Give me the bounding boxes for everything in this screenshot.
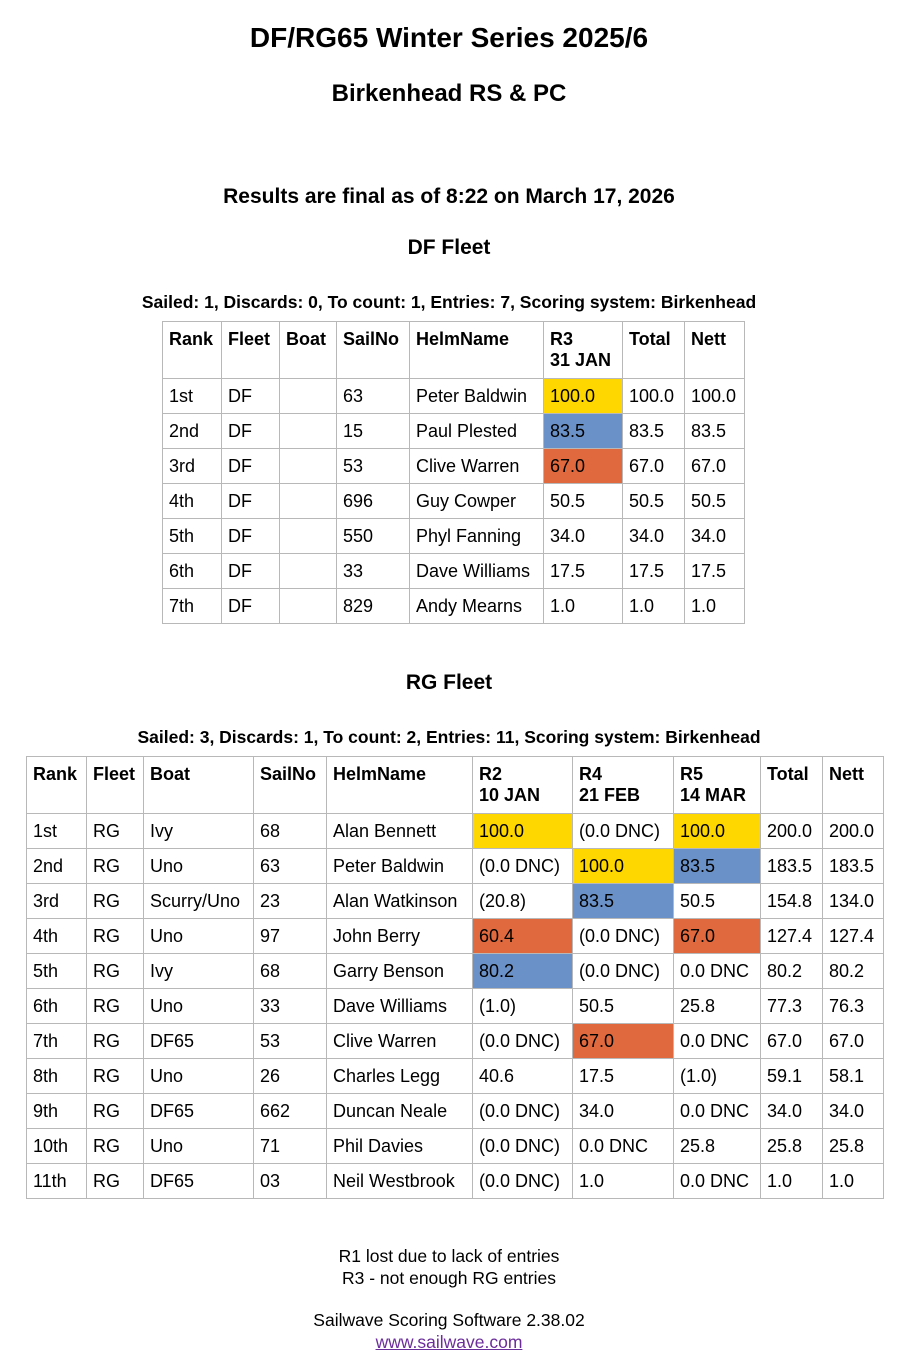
total-cell: 34.0	[761, 1094, 823, 1129]
helm-cell: Garry Benson	[327, 954, 473, 989]
table-row	[163, 449, 745, 484]
total-cell: 25.8	[761, 1129, 823, 1164]
total-cell: 83.5	[623, 414, 685, 449]
boat-cell	[280, 379, 337, 414]
df-results-table	[162, 321, 745, 624]
rank-cell: 11th	[27, 1164, 87, 1199]
sailno-cell: 829	[337, 589, 410, 624]
boat-cell	[280, 449, 337, 484]
total-cell: 80.2	[761, 954, 823, 989]
df-header-race-number: R3	[550, 329, 574, 349]
rank-cell: 9th	[27, 1094, 87, 1129]
total-cell: 50.5	[623, 484, 685, 519]
nett-cell: 1.0	[685, 589, 745, 624]
race-score-cell: 1.0	[573, 1164, 674, 1199]
sailno-cell: 68	[254, 814, 327, 849]
race-score-cell: 100.0	[544, 379, 623, 414]
race-score-cell: 83.5	[573, 884, 674, 919]
nett-cell: 1.0	[823, 1164, 884, 1199]
race-score-cell: 100.0	[674, 814, 761, 849]
sailno-cell: 696	[337, 484, 410, 519]
helm-cell: Alan Bennett	[327, 814, 473, 849]
page-title: DF/RG65 Winter Series 2025/6	[249, 22, 649, 53]
nett-cell: 25.8	[823, 1129, 884, 1164]
race-score-cell: (0.0 DNC)	[473, 1164, 573, 1199]
boat-cell: DF65	[144, 1024, 254, 1059]
race-score-cell: (1.0)	[473, 989, 573, 1024]
nett-cell: 58.1	[823, 1059, 884, 1094]
race-score-cell: (20.8)	[473, 884, 573, 919]
sailno-cell: 15	[337, 414, 410, 449]
table-row	[27, 1024, 884, 1059]
table-row	[27, 1059, 884, 1094]
rank-cell: 3rd	[27, 884, 87, 919]
race-score-cell: 0.0 DNC	[573, 1129, 674, 1164]
table-row	[27, 919, 884, 954]
fleet-cell: RG	[87, 884, 144, 919]
nett-cell: 100.0	[685, 379, 745, 414]
total-cell: 154.8	[761, 884, 823, 919]
table-row	[27, 989, 884, 1024]
df-header-total: Total	[623, 322, 685, 379]
club-name: Birkenhead RS & PC	[331, 80, 567, 107]
fleet-cell: RG	[87, 849, 144, 884]
total-cell: 17.5	[623, 554, 685, 589]
rg-header-r4-date: 21 FEB	[579, 785, 641, 805]
nett-cell: 83.5	[685, 414, 745, 449]
race-score-cell: 67.0	[674, 919, 761, 954]
boat-cell	[280, 554, 337, 589]
df-header-rank: Rank	[163, 322, 222, 379]
sailno-cell: 71	[254, 1129, 327, 1164]
table-row	[27, 884, 884, 919]
footer-credits	[0, 1309, 898, 1353]
note-r3: R3 - not enough RG entries	[341, 1268, 556, 1288]
helm-cell: Andy Mearns	[410, 589, 544, 624]
rank-cell: 7th	[163, 589, 222, 624]
helm-cell: John Berry	[327, 919, 473, 954]
helm-cell: Neil Westbrook	[327, 1164, 473, 1199]
race-score-cell: 80.2	[473, 954, 573, 989]
fleet-cell: DF	[222, 379, 280, 414]
race-score-cell: 67.0	[573, 1024, 674, 1059]
df-header-row	[163, 322, 745, 379]
total-cell: 34.0	[623, 519, 685, 554]
df-header-nett: Nett	[685, 322, 745, 379]
table-row	[27, 814, 884, 849]
total-cell: 77.3	[761, 989, 823, 1024]
df-fleet-title: DF Fleet	[407, 236, 491, 259]
race-score-cell: 100.0	[573, 849, 674, 884]
sailno-cell: 550	[337, 519, 410, 554]
df-summary: Sailed: 1, Discards: 0, To count: 1, Entries: 7, Scoring system: Birkenhead	[141, 292, 757, 312]
helm-cell: Peter Baldwin	[327, 849, 473, 884]
rg-header-nett: Nett	[823, 757, 884, 814]
race-score-cell: 0.0 DNC	[674, 1164, 761, 1199]
rank-cell: 4th	[27, 919, 87, 954]
rank-cell: 6th	[163, 554, 222, 589]
helm-cell: Dave Williams	[410, 554, 544, 589]
rank-cell: 4th	[163, 484, 222, 519]
sailno-cell: 63	[254, 849, 327, 884]
helm-cell: Clive Warren	[327, 1024, 473, 1059]
nett-cell: 134.0	[823, 884, 884, 919]
sailno-cell: 53	[337, 449, 410, 484]
sailno-cell: 53	[254, 1024, 327, 1059]
df-header-sailno: SailNo	[337, 322, 410, 379]
total-cell: 1.0	[623, 589, 685, 624]
sailno-cell: 03	[254, 1164, 327, 1199]
race-score-cell: (0.0 DNC)	[573, 954, 674, 989]
race-score-cell: 25.8	[674, 1129, 761, 1164]
nett-cell: 17.5	[685, 554, 745, 589]
rg-table-body	[27, 814, 884, 1199]
table-row	[27, 1129, 884, 1164]
fleet-cell: DF	[222, 414, 280, 449]
sailno-cell: 26	[254, 1059, 327, 1094]
rg-header-rank: Rank	[27, 757, 87, 814]
table-row	[163, 379, 745, 414]
race-score-cell: 25.8	[674, 989, 761, 1024]
fleet-cell: RG	[87, 954, 144, 989]
total-cell: 100.0	[623, 379, 685, 414]
rank-cell: 7th	[27, 1024, 87, 1059]
helm-cell: Alan Watkinson	[327, 884, 473, 919]
table-row	[27, 954, 884, 989]
race-score-cell: (0.0 DNC)	[473, 1129, 573, 1164]
df-header-helmname: HelmName	[410, 322, 544, 379]
boat-cell: Uno	[144, 919, 254, 954]
fleet-cell: RG	[87, 1094, 144, 1129]
note-r1: R1 lost due to lack of entries	[338, 1246, 560, 1266]
helm-cell: Clive Warren	[410, 449, 544, 484]
rg-header-race-r4	[573, 757, 674, 814]
helm-cell: Phil Davies	[327, 1129, 473, 1164]
rank-cell: 6th	[27, 989, 87, 1024]
race-score-cell: 60.4	[473, 919, 573, 954]
nett-cell: 34.0	[685, 519, 745, 554]
helm-cell: Paul Plested	[410, 414, 544, 449]
rg-header-r5-number: R5	[680, 764, 704, 784]
boat-cell: Uno	[144, 1129, 254, 1164]
fleet-cell: RG	[87, 814, 144, 849]
nett-cell: 200.0	[823, 814, 884, 849]
race-score-cell: 0.0 DNC	[674, 1094, 761, 1129]
rg-header-r5-date: 14 MAR	[680, 785, 747, 805]
boat-cell: Scurry/Uno	[144, 884, 254, 919]
helm-cell: Guy Cowper	[410, 484, 544, 519]
software-version: Sailwave Scoring Software 2.38.02	[313, 1310, 585, 1330]
sailno-cell: 68	[254, 954, 327, 989]
race-score-cell: 83.5	[674, 849, 761, 884]
sailno-cell: 33	[254, 989, 327, 1024]
table-row	[163, 554, 745, 589]
table-row	[163, 519, 745, 554]
df-table-body	[163, 379, 745, 624]
helm-cell: Phyl Fanning	[410, 519, 544, 554]
fleet-cell: RG	[87, 1059, 144, 1094]
table-row	[163, 414, 745, 449]
rg-header-fleet: Fleet	[87, 757, 144, 814]
rank-cell: 3rd	[163, 449, 222, 484]
rg-header-r2-number: R2	[479, 764, 503, 784]
total-cell: 200.0	[761, 814, 823, 849]
df-header-boat: Boat	[280, 322, 337, 379]
sailno-cell: 63	[337, 379, 410, 414]
df-header-race-date: 31 JAN	[550, 350, 612, 370]
rg-header-race-r2	[473, 757, 573, 814]
rg-header-r4-number: R4	[579, 764, 603, 784]
rg-header-total: Total	[761, 757, 823, 814]
helm-cell: Peter Baldwin	[410, 379, 544, 414]
table-row	[163, 484, 745, 519]
total-cell: 59.1	[761, 1059, 823, 1094]
fleet-cell: RG	[87, 919, 144, 954]
race-score-cell: 83.5	[544, 414, 623, 449]
race-score-cell: 34.0	[544, 519, 623, 554]
rank-cell: 1st	[27, 814, 87, 849]
fleet-cell: RG	[87, 989, 144, 1024]
rg-header-row	[27, 757, 884, 814]
boat-cell: Ivy	[144, 954, 254, 989]
df-header-fleet: Fleet	[222, 322, 280, 379]
race-score-cell: 50.5	[573, 989, 674, 1024]
nett-cell: 34.0	[823, 1094, 884, 1129]
fleet-cell: DF	[222, 554, 280, 589]
rg-header-helmname: HelmName	[327, 757, 473, 814]
race-score-cell: 100.0	[473, 814, 573, 849]
table-row	[27, 1094, 884, 1129]
race-score-cell: 67.0	[544, 449, 623, 484]
boat-cell: Ivy	[144, 814, 254, 849]
boat-cell: Uno	[144, 849, 254, 884]
race-score-cell: (0.0 DNC)	[473, 1094, 573, 1129]
rank-cell: 8th	[27, 1059, 87, 1094]
fleet-cell: RG	[87, 1129, 144, 1164]
rg-summary: Sailed: 3, Discards: 1, To count: 2, Entries: 11, Scoring system: Birkenhead	[137, 727, 761, 747]
sailwave-link[interactable]: www.sailwave.com	[375, 1332, 523, 1352]
table-row	[163, 589, 745, 624]
sailno-cell: 23	[254, 884, 327, 919]
rank-cell: 5th	[27, 954, 87, 989]
table-row	[27, 849, 884, 884]
race-score-cell: 17.5	[544, 554, 623, 589]
fleet-cell: DF	[222, 449, 280, 484]
boat-cell: DF65	[144, 1164, 254, 1199]
rg-header-boat: Boat	[144, 757, 254, 814]
rank-cell: 1st	[163, 379, 222, 414]
race-score-cell: (1.0)	[674, 1059, 761, 1094]
race-score-cell: 40.6	[473, 1059, 573, 1094]
nett-cell: 183.5	[823, 849, 884, 884]
total-cell: 1.0	[761, 1164, 823, 1199]
boat-cell	[280, 484, 337, 519]
nett-cell: 50.5	[685, 484, 745, 519]
df-header-race	[544, 322, 623, 379]
rg-header-r2-date: 10 JAN	[479, 785, 541, 805]
rank-cell: 5th	[163, 519, 222, 554]
total-cell: 67.0	[623, 449, 685, 484]
nett-cell: 67.0	[685, 449, 745, 484]
total-cell: 67.0	[761, 1024, 823, 1059]
nett-cell: 76.3	[823, 989, 884, 1024]
race-score-cell: 0.0 DNC	[674, 1024, 761, 1059]
table-row	[27, 1164, 884, 1199]
boat-cell	[280, 414, 337, 449]
boat-cell	[280, 589, 337, 624]
total-cell: 127.4	[761, 919, 823, 954]
fleet-cell: DF	[222, 589, 280, 624]
rank-cell: 2nd	[27, 849, 87, 884]
boat-cell: DF65	[144, 1094, 254, 1129]
fleet-cell: RG	[87, 1024, 144, 1059]
total-cell: 183.5	[761, 849, 823, 884]
nett-cell: 80.2	[823, 954, 884, 989]
race-score-cell: (0.0 DNC)	[473, 1024, 573, 1059]
helm-cell: Dave Williams	[327, 989, 473, 1024]
fleet-cell: DF	[222, 519, 280, 554]
rg-header-race-r5	[674, 757, 761, 814]
race-score-cell: 50.5	[544, 484, 623, 519]
helm-cell: Charles Legg	[327, 1059, 473, 1094]
rg-results-table	[26, 756, 884, 1199]
sailno-cell: 33	[337, 554, 410, 589]
nett-cell: 67.0	[823, 1024, 884, 1059]
boat-cell	[280, 519, 337, 554]
rg-header-sailno: SailNo	[254, 757, 327, 814]
rank-cell: 2nd	[163, 414, 222, 449]
race-score-cell: (0.0 DNC)	[473, 849, 573, 884]
rg-fleet-title: RG Fleet	[405, 671, 493, 694]
sailno-cell: 662	[254, 1094, 327, 1129]
race-score-cell: 17.5	[573, 1059, 674, 1094]
fleet-cell: DF	[222, 484, 280, 519]
helm-cell: Duncan Neale	[327, 1094, 473, 1129]
race-score-cell: (0.0 DNC)	[573, 814, 674, 849]
notes	[0, 1245, 898, 1289]
sailno-cell: 97	[254, 919, 327, 954]
race-score-cell: 1.0	[544, 589, 623, 624]
boat-cell: Uno	[144, 1059, 254, 1094]
rank-cell: 10th	[27, 1129, 87, 1164]
race-score-cell: 34.0	[573, 1094, 674, 1129]
final-note: Results are final as of 8:22 on March 17, 2026	[223, 185, 675, 208]
race-score-cell: 50.5	[674, 884, 761, 919]
boat-cell: Uno	[144, 989, 254, 1024]
race-score-cell: (0.0 DNC)	[573, 919, 674, 954]
nett-cell: 127.4	[823, 919, 884, 954]
fleet-cell: RG	[87, 1164, 144, 1199]
race-score-cell: 0.0 DNC	[674, 954, 761, 989]
